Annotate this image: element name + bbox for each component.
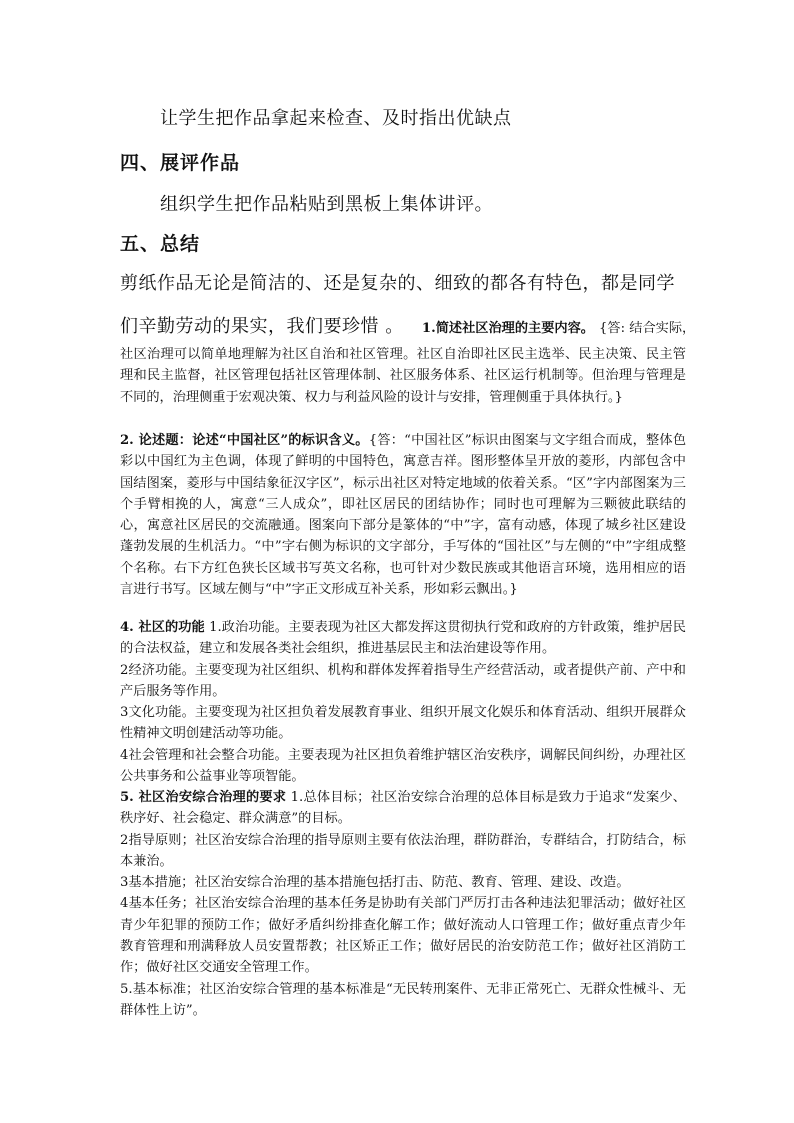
question-5-item-2: 2指导原则；社区治安综合治理的指导原则主要有依法治理，群防群治，专群结合，打防结合，标本兼治。 bbox=[120, 832, 686, 869]
check-line: 让学生把作品拿起来检查、及时指出优缺点 bbox=[160, 108, 512, 129]
question-5-item-4: 4基本任务；社区治安综合治理的基本任务是协助有关部门严厉打击各种违法犯罪活动；做好社区青少年犯罪的预防工作；做好矛盾纠纷排查化解工作；做好流动人口管理工作；做好重点青少年教育管理和刑满释放人员安置帮教；社区矫正工作；做好居民的治安防范工作；做好社区消防工作；做好社区交通安全管理工作。 bbox=[120, 896, 686, 976]
question-2-block bbox=[120, 430, 686, 600]
question-5-title: 5. 社区治安综合治理的要求 bbox=[120, 790, 287, 805]
question-5-block bbox=[120, 787, 686, 1021]
question-1-body: 社区治理可以简单地理解为社区自治和社区管理。社区自治即社区民主选举、民主决策、民主管理和民主监督，社区管理包括社区管理体制、社区服务体系、社区运行机制等。但治理与管理是不同的，治理侧重于宏观决策、权力与利益风险的设计与安排，管理侧重于具体执行。} bbox=[120, 347, 686, 405]
question-2 bbox=[120, 430, 686, 600]
summary-line-1: 剪纸作品无论是简洁的、还是复杂的、细致的都各有特色，都是同学 bbox=[120, 273, 675, 294]
question-4-block bbox=[120, 617, 686, 787]
summary-text: 们辛勤劳动的果实，我们要珍惜 。 bbox=[120, 316, 404, 337]
question-4-item-2: 2经济功能。主要变现为社区组织、机构和群体发挥着指导生产经营活动，或者提供产前、产中和产后服务等作用。 bbox=[120, 662, 686, 699]
question-4-item-1: 4. 社区的功能 1.政治功能。主要表现为社区大都发挥这贯彻执行党和政府的方针政策，维护居民的合法权益，建立和发展各类社会组织，推进基层民主和法治建设等作用。 bbox=[120, 620, 686, 657]
question-5-item-1: 5. 社区治安综合治理的要求 1.总体目标；社区治安综合治理的总体目标是致力于追求“发案少、秩序好、社会稳定、群众满意”的目标。 bbox=[120, 790, 686, 827]
section-heading-4: 四、展评作品 bbox=[120, 152, 241, 174]
question-4-item-4: 4社会管理和社会整合功能。主要表现为社区担负着维护辖区治安秩序，调解民间纠纷，办理社区公共事务和公益事业等项智能。 bbox=[120, 747, 686, 785]
section-heading-5: 五、总结 bbox=[120, 233, 201, 255]
question-2-title: 2. 论述题：论述“中国社区”的标识含义。 bbox=[120, 433, 369, 448]
question-1-title: 1.简述社区治理的主要内容。 bbox=[421, 321, 594, 336]
question-5-item-3: 3基本措施；社区治安综合治理的基本措施包括打击、防范、教育、管理、建设、改造。 bbox=[120, 875, 630, 891]
question-5-item-5: 5.基本标准；社区治安综合管理的基本标准是“无民转刑案件、无非正常死亡、无群众性械斗、无群体性上访”。 bbox=[120, 981, 686, 1018]
question-1-body-block bbox=[120, 344, 686, 408]
question-2-body: {答：“中国社区”标识由图案与文字组合而成，整体色彩以中国红为主色调，体现了鲜明的中国特色，寓意吉祥。图形整体呈开放的菱形，内部包含中国结图案，菱形与中国结象征汉字区”，标示出社区对特定地域的依着关系。“区”字内部图案为三个手臂相挽的人，寓意“三人成众”，即社区居民的团结协作；同时也可理解为三颗彼此联结的心，寓意社区居民的交流融通。图案向下部分是篆体的“中”字，富有动感，体现了城乡社区建设蓬勃发展的生机活力。“中”字右侧为标识的文字部分，手写体的“国社区”与左侧的“中”字组成整个名称。右下方红色狭长区域书写英文名称，也可针对少数民族或其他语言环境，选用相应的语言进行书写。区域左侧与“中”字正文形成互补关系，形如彩云飘出。} bbox=[120, 433, 687, 598]
question-1-answer-start: {答: 结合实际， bbox=[599, 321, 696, 336]
question-4-title: 4. 社区的功能 bbox=[120, 620, 205, 635]
display-line: 组织学生把作品粘贴到黑板上集体讲评。 bbox=[160, 194, 493, 215]
question-4-item-3: 3文化功能。主要变现为社区担负着发展教育事业、组织开展文化娱乐和体育活动、组织开展群众性精神文明创建活动等功能。 bbox=[120, 705, 686, 742]
summary-line-2 bbox=[120, 312, 695, 338]
